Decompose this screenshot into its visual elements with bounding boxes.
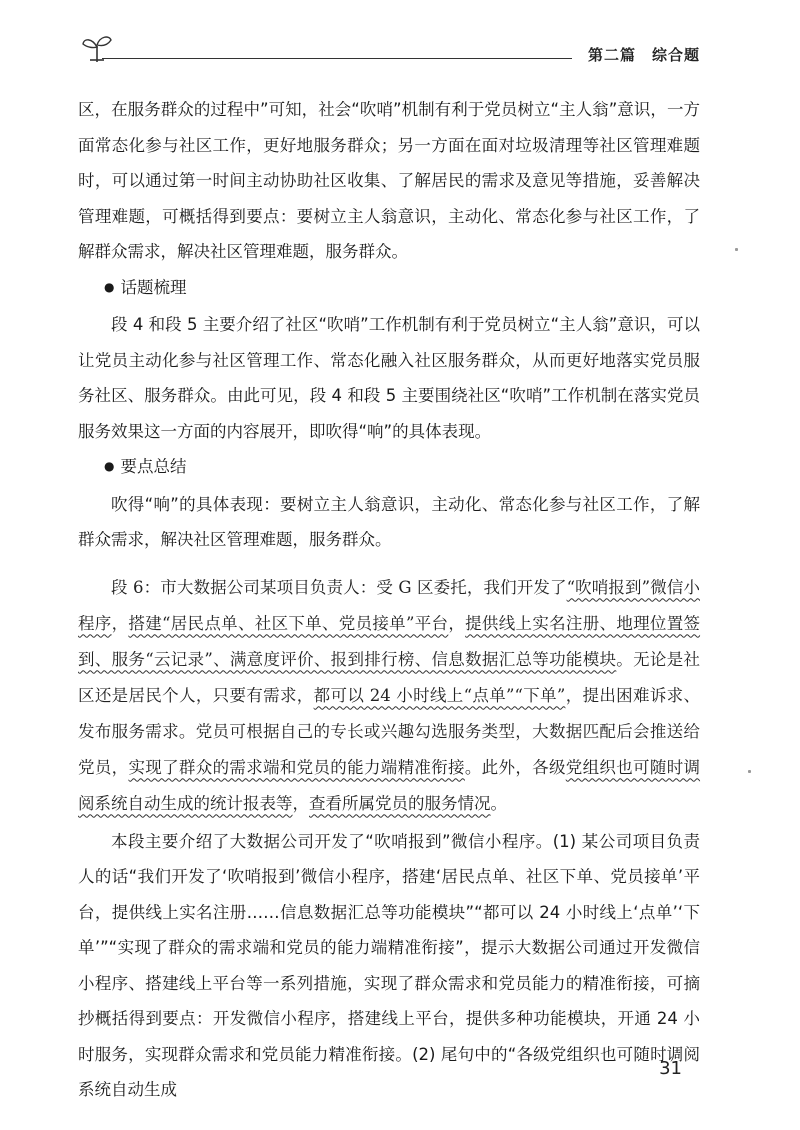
underlined-phrase: 提供线上实名注册、地理位置签到、服务“云记录”、满意度评价、报到排行榜、信息数据汇总等功能模块 [78, 613, 701, 669]
section-heading-summary [78, 449, 700, 487]
header-rule [102, 58, 572, 59]
paragraph-topic: 段 4 和段 5 主要介绍了社区“吹哨”工作机制有利于党员树立“主人翁”意识，可以让党员主动化参与社区管理工作、常态化融入社区服务群众，从而更好地落实党员服务社区、服务群众。由此可见，段 4 和段 5 主要围绕社区“吹哨”工作机制在落实党员服务效果这一方面的内容展开，即吹得“响”的具体表现。 [78, 315, 700, 441]
source-text: 。无论是社区还是居民个人，只要有需求， [78, 649, 700, 705]
scan-speck [735, 248, 738, 251]
heading-text: 要点总结 [120, 457, 187, 476]
page-content [78, 92, 700, 1108]
page-header [80, 32, 700, 72]
source-paragraph-6 [78, 570, 700, 822]
paragraph-analysis: 本段主要介绍了大数据公司开发了“吹哨报到”微信小程序。(1) 某公司项目负责人的话“我们开发了‘吹哨报到’微信小程序，搭建‘居民点单、社区下单、党员接单’平台，提供线上实名注册……信息数据汇总等功能模块”“都可以 24 小时线上‘点单’‘下单’”“实现了群众的需求端和党员的能力端精准衔接”，提示大数据公司通过开发微信小程序、搭建线上平台等一系列措施，实现了群众需求和党员能力的精准衔接，可摘抄概括得到要点：开发微信小程序，搭建线上平台，提供多种功能模块，开通 24 小时服务，实现群众需求和党员能力精准衔接。(2) 尾句中的“各级党组织也可随时调阅系统自动生成 [78, 831, 700, 1099]
bullet-icon: ● [104, 279, 115, 294]
underlined-phrase: 实现了群众的需求端和党员的能力端精准衔接 [128, 757, 465, 777]
sprout-icon [80, 32, 114, 64]
header-title: 第二篇 综合题 [587, 46, 700, 64]
heading-text: 话题梳理 [120, 277, 187, 297]
source-text: ，提出困难诉求、发布服务需求。党员可根据自己的专长或兴趣勾选服务类型，大数据匹配后会推送给党员， [78, 685, 701, 777]
source-text: ， [111, 613, 129, 633]
paragraph-summary: 吹得“响”的具体表现：要树立主人翁意识，主动化、常态化参与社区工作，了解群众需求，解决社区管理难题，服务群众。 [78, 494, 700, 549]
underlined-phrase: 查看所属党员的服务情况 [309, 793, 491, 813]
source-text: ， [448, 613, 466, 633]
source-text: 段 6：市大数据公司某项目负责人：受 G 区委托，我们开发了 [111, 577, 567, 597]
source-text: 。此外，各级 [464, 757, 566, 777]
page-number: 31 [659, 1058, 682, 1079]
underlined-phrase: 都可以 24 小时线上“点单”“下单” [313, 685, 566, 705]
paragraph-continuation: 区，在服务群众的过程中”可知，社会“吹哨”机制有利于党员树立“主人翁”意识，一方面常态化参与社区工作，更好地服务群众；另一方面在面对垃圾清理等社区管理难题时，可以通过第一时间主动协助社区收集、了解居民的需求及意见等措施，妥善解决管理难题，可概括得到要点：要树立主人翁意识，主动化、常态化参与社区工作，了解群众需求，解决社区管理难题，服务群众。 [78, 100, 700, 261]
source-text: 。 [490, 793, 507, 813]
source-text: ， [292, 793, 309, 813]
underlined-phrase: 党组织也可随时调阅系统自动生成的统计报表等 [78, 757, 701, 813]
bullet-icon: ● [104, 459, 115, 473]
underlined-phrase: “吹哨报到”微信小程序 [78, 577, 700, 633]
scan-speck [748, 770, 751, 773]
underlined-phrase: 搭建“居民点单、社区下单、党员接单”平台 [128, 613, 449, 633]
section-heading-topic [78, 270, 700, 308]
